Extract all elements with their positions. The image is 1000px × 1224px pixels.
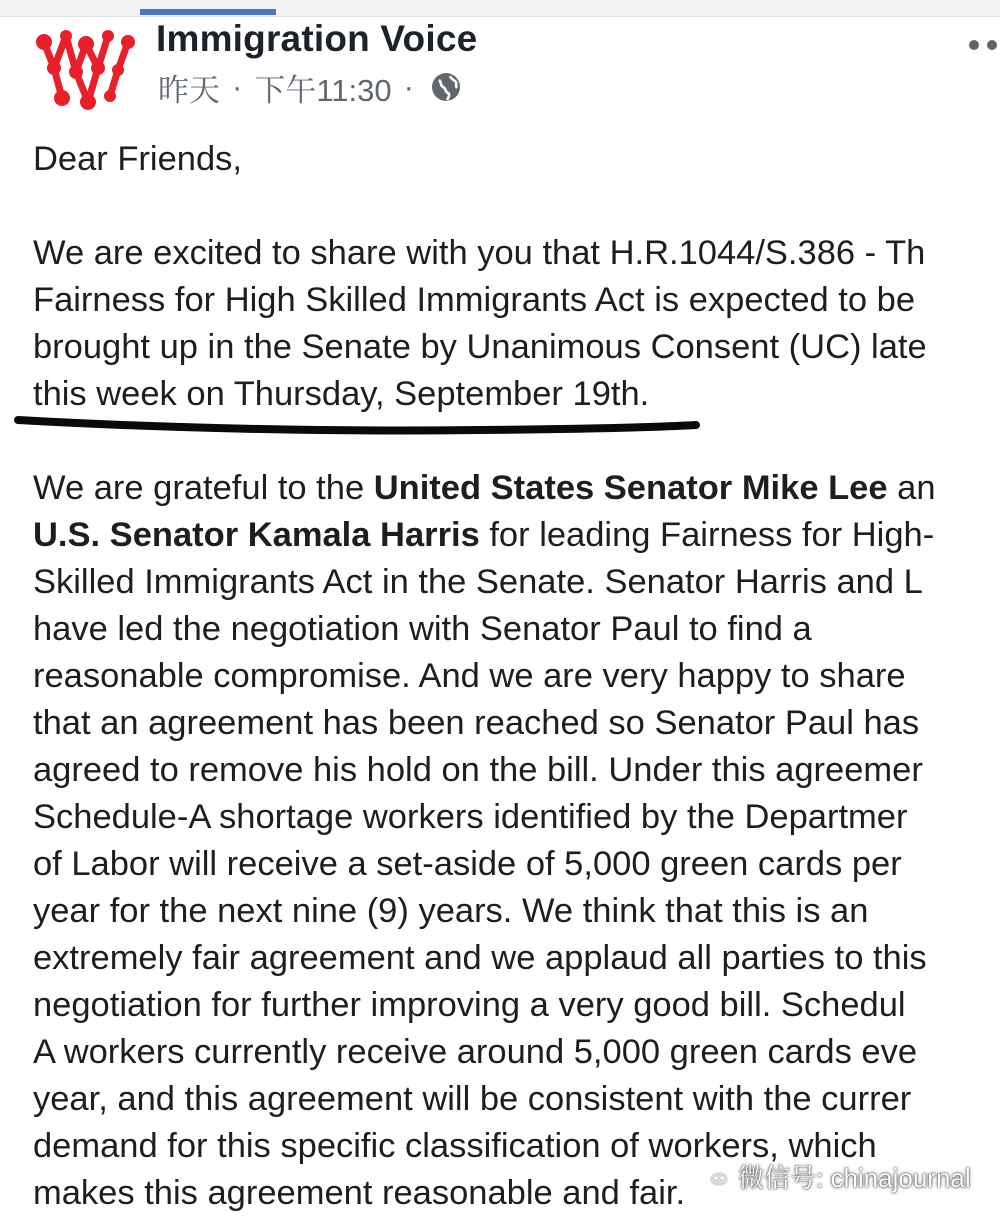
wechat-icon (694, 1161, 732, 1191)
paragraph-2-line: that an agreement has been reached so Senator Paul has (33, 704, 920, 742)
paragraph-2-line: reasonable compromise. And we are very happy to share (33, 657, 906, 695)
page-name[interactable]: Immigration Voice (156, 18, 478, 59)
paragraph-1-line: brought up in the Senate by Unanimous Consent (UC) late (33, 328, 927, 366)
paragraph-2-line: makes this agreement reasonable and fair. (33, 1174, 686, 1212)
post-timestamp-time[interactable]: 下午11:30 (254, 72, 392, 108)
more-options-icon[interactable] (966, 32, 1000, 58)
paragraph-gap (33, 418, 1000, 465)
paragraph-1-line: Fairness for High Skilled Immigrants Act is expected to be (33, 281, 916, 319)
paragraph-gap (33, 183, 1000, 230)
globe-icon[interactable] (430, 71, 462, 103)
paragraph-2-line: have led the negotiation with Senator Paul to find a (33, 610, 812, 648)
paragraph-2-line (33, 465, 1000, 512)
post-body (33, 136, 1000, 1217)
paragraph-2-line: agreed to remove his hold on the bill. Under this agreemer (33, 751, 923, 789)
page-avatar[interactable] (30, 22, 138, 114)
paragraph-2-line: extremely fair agreement and we applaud all parties to this (33, 939, 927, 977)
paragraph-1-line: this week on Thursday, September 19th. (33, 375, 650, 413)
paragraph-2-line: A workers currently receive around 5,000 green cards eve (33, 1033, 918, 1071)
meta-separator: · (403, 69, 414, 104)
paragraph-2-line: Schedule-A shortage workers identified by the Departmer (33, 798, 908, 836)
paragraph-2-line: year for the next nine (9) years. We think that this is an (33, 892, 869, 930)
greeting: Dear Friends, (33, 140, 242, 178)
top-tab-indicator (140, 9, 276, 15)
text-run: for leading Fairness for High- (479, 516, 935, 554)
paragraph-2-line: of Labor will receive a set-aside of 5,000 green cards per (33, 845, 902, 883)
paragraph-2-line: demand for this specific classification of workers, which (33, 1127, 877, 1165)
text-run: We are grateful to the (33, 469, 374, 507)
senator-lee-name: United States Senator Mike Lee (373, 469, 888, 507)
paragraph-2-line: negotiation for further improving a very good bill. Schedul (33, 986, 906, 1024)
watermark-text: 微信号: chinajournal (738, 1162, 971, 1193)
post-meta (158, 68, 462, 106)
paragraph-2-line (33, 512, 1000, 559)
post-timestamp-day[interactable]: 昨天 (158, 72, 220, 108)
senator-harris-name: U.S. Senator Kamala Harris (33, 516, 480, 554)
paragraph-2-line: Skilled Immigrants Act in the Senate. Senator Harris and L (33, 563, 923, 601)
wechat-watermark (694, 1154, 971, 1198)
paragraph-1-line: We are excited to share with you that H.R.1044/S.386 - Th (33, 234, 926, 272)
paragraph-2-line: year, and this agreement will be consistent with the currer (33, 1080, 912, 1118)
text-run: an (887, 469, 936, 507)
meta-separator: · (232, 69, 243, 104)
